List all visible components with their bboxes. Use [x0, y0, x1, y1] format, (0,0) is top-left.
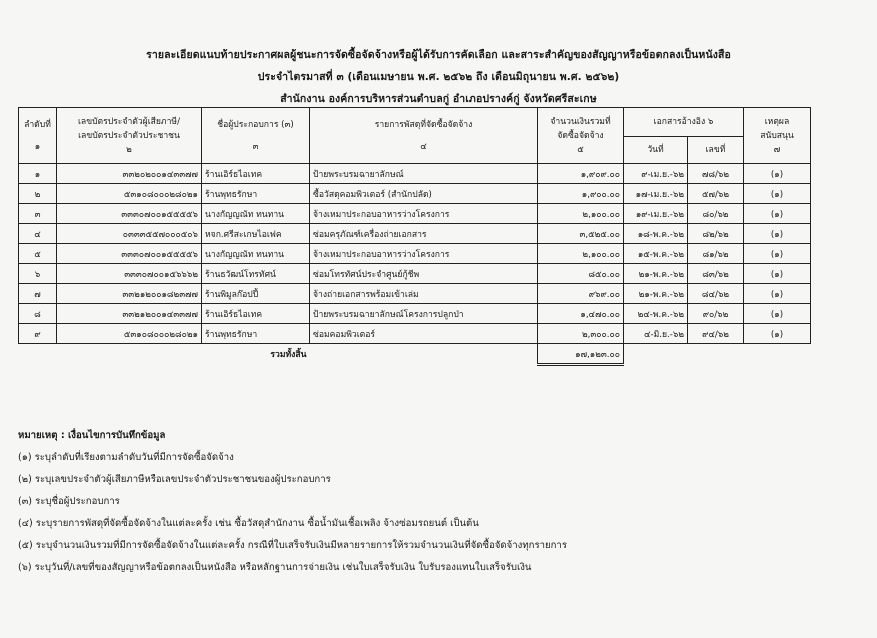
- cell-reason: (๑): [744, 264, 811, 284]
- header-seq-number: ๑: [34, 141, 41, 152]
- header-amount-label: จำนวนเงินรวมที่: [550, 116, 611, 127]
- cell-docno: ๙๐/๖๒: [688, 304, 744, 324]
- total-row: [19, 344, 811, 365]
- cell-docno: ๘๒/๖๒: [688, 224, 744, 244]
- cell-item: จ้างถ่ายเอกสารพร้อมเข้าเล่ม: [310, 284, 538, 304]
- cell-reason: (๑): [744, 224, 811, 244]
- procurement-table: [18, 107, 811, 366]
- cell-reason: (๑): [744, 324, 811, 344]
- cell-amount: ๒,๑๐๐.๐๐: [538, 244, 624, 264]
- header-seq-label: ลำดับที่: [24, 119, 51, 130]
- cell-item: ป้ายพระบรมฉายาลักษณ์โครงการปลูกป่า: [310, 304, 538, 324]
- cell-amount: ๘๕๐.๐๐: [538, 264, 624, 284]
- cell-item: ซ่อมโทรทัศน์ประจำศูนย์กู้ชีพ: [310, 264, 538, 284]
- cell-taxid: ๓๓๓๐๗๐๐๑๕๕๕๕๖: [57, 244, 202, 264]
- header-reason-label-2: สนับสนุน: [760, 130, 794, 141]
- cell-reason: (๑): [744, 284, 811, 304]
- cell-item: ซื้อวัสดุคอมพิวเตอร์ (สำนักปลัด): [310, 184, 538, 204]
- table-row: [19, 224, 811, 244]
- cell-taxid: ๓๓๒๑๒๐๐๑๔๓๓๗๗: [57, 304, 202, 324]
- table-row: [19, 204, 811, 224]
- note-item: (๔) ระบุรายการพัสดุที่จัดซื้อจัดจ้างในแต่ละครั้ง เช่น ซื้อวัสดุสำนักงาน ซื้อน้ำมันเชื้อเพลิง จ้างซ่อมรถยนต์ เป็นต้น: [18, 518, 479, 529]
- cell-date: ๑๕-พ.ค.-๖๒: [624, 244, 688, 264]
- header-taxid-label: เลขบัตรประจำตัวผู้เสียภาษี/: [78, 116, 180, 127]
- table-row: [19, 304, 811, 324]
- header-seq: [19, 108, 57, 164]
- header-item-label: รายการพัสดุที่จัดซื้อจัดจ้าง: [374, 119, 473, 130]
- cell-seq: ๖: [19, 264, 57, 284]
- header-taxid-label-2: เลขบัตรประจำตัวประชาชน: [78, 130, 180, 141]
- cell-date: ๔-มิ.ย.-๖๒: [624, 324, 688, 344]
- cell-seq: ๔: [19, 224, 57, 244]
- cell-vendor: ร้านพุทธรักษา: [202, 184, 310, 204]
- cell-vendor: นางกัญญณัท ทนทาน: [202, 244, 310, 264]
- note-item: (๒) ระบุเลขประจำตัวผู้เสียภาษีหรือเลขประจำตัวประชาชนของผู้ประกอบการ: [18, 474, 331, 485]
- cell-date: ๒๑-พ.ค.-๖๒: [624, 284, 688, 304]
- note-item: (๓) ระบุชื่อผู้ประกอบการ: [18, 496, 120, 507]
- cell-taxid: ๐๓๓๓๕๕๗๐๐๐๕๐๖: [57, 224, 202, 244]
- cell-seq: ๗: [19, 284, 57, 304]
- cell-vendor: ร้านเอิร์ธไอเทค: [202, 304, 310, 324]
- cell-date: ๑๗-เม.ย.-๖๒: [624, 184, 688, 204]
- cell-vendor: ร้านเอิร์ธไอเทค: [202, 164, 310, 184]
- note-item: (๕) ระบุจำนวนเงินรวมที่มีการจัดซื้อจัดจ้างในแต่ละครั้ง กรณีที่ใบเสร็จรับเงินมีหลายรายการให้รวมจำนวนเงินที่จัดซื้อจัดจ้างทุกรายการ: [18, 540, 567, 551]
- note-item: (๑) ระบุลำดับที่เรียงตามลำดับวันที่มีการจัดซื้อจัดจ้าง: [18, 452, 234, 463]
- header-reason: [744, 108, 811, 164]
- header-amount: [538, 108, 624, 164]
- cell-reason: (๑): [744, 244, 811, 264]
- note-item: (๖) ระบุวันที่/เลขที่ของสัญญาหรือข้อตกลงเป็นหนังสือ หรือหลักฐานการจ่ายเงิน เช่นใบเสร็จรับเงิน ใบรับรองแทนใบเสร็จรับเงิน: [18, 562, 532, 573]
- cell-taxid: ๓๓๓๐๗๐๐๑๕๕๕๕๖: [57, 204, 202, 224]
- cell-docno: ๕๗/๖๒: [688, 184, 744, 204]
- cell-taxid: ๕๓๑๐๘๐๐๐๒๘๐๒๑: [57, 324, 202, 344]
- document-period: ประจำไตรมาสที่ ๓ (เดือนเมษายน พ.ศ. ๒๕๖๒ ถึง เดือนมิถุนายน พ.ศ. ๒๕๖๒): [257, 71, 620, 83]
- cell-item: จ้างเหมาประกอบอาหารว่างโครงการ: [310, 244, 538, 264]
- cell-reason: (๑): [744, 164, 811, 184]
- cell-item: ป้ายพระบรมฉายาลักษณ์: [310, 164, 538, 184]
- cell-date: ๒๔-พ.ค.-๖๒: [624, 304, 688, 324]
- header-vendor-label: ชื่อผู้ประกอบการ (๓): [217, 119, 294, 130]
- cell-date: ๒๑-พ.ค.-๖๒: [624, 264, 688, 284]
- cell-docno: ๘๐/๖๒: [688, 204, 744, 224]
- cell-amount: ๒,๓๐๐.๐๐: [538, 324, 624, 344]
- cell-amount: ๒,๑๐๐.๐๐: [538, 204, 624, 224]
- cell-seq: ๓: [19, 204, 57, 224]
- header-vendor: [202, 108, 310, 164]
- cell-taxid: ๓๓๒๐๒๐๐๑๔๓๓๗๗: [57, 164, 202, 184]
- cell-amount: ๓,๕๒๕.๐๐: [538, 224, 624, 244]
- header-amount-label-2: จัดซื้อจัดจ้าง: [557, 130, 604, 141]
- cell-docno: ๘๔/๖๒: [688, 284, 744, 304]
- cell-item: จ้างเหมาประกอบอาหารว่างโครงการ: [310, 204, 538, 224]
- cell-amount: ๙๖๙.๐๐: [538, 284, 624, 304]
- cell-reason: (๑): [744, 304, 811, 324]
- cell-seq: ๙: [19, 324, 57, 344]
- total-label: รวมทั้งสิ้น: [270, 350, 307, 361]
- cell-taxid: ๓๓๒๑๒๐๐๑๘๒๓๗๗: [57, 284, 202, 304]
- header-reason-number: ๗: [773, 144, 781, 155]
- cell-docno: ๘๓/๖๒: [688, 264, 744, 284]
- cell-reason: (๑): [744, 204, 811, 224]
- cell-date: ๙-เม.ย.-๖๒: [624, 164, 688, 184]
- header-date: วันที่: [624, 137, 688, 164]
- cell-seq: ๑: [19, 164, 57, 184]
- cell-vendor: ร้านธวัฒน์โทรทัศน์: [202, 264, 310, 284]
- total-spacer: [19, 344, 57, 365]
- total-spacer: [310, 344, 538, 365]
- cell-item: ซ่อมคอมพิวเตอร์: [310, 324, 538, 344]
- header-item-number: ๔: [420, 141, 427, 152]
- total-spacer: [688, 344, 744, 365]
- header-taxid-number: ๒: [126, 144, 132, 155]
- header-ref: เอกสารอ้างอิง ๖: [624, 108, 744, 137]
- cell-vendor: ร้านพุทธรักษา: [202, 324, 310, 344]
- cell-amount: ๑,๔๗๐.๐๐: [538, 304, 624, 324]
- cell-seq: ๕: [19, 244, 57, 264]
- cell-seq: ๒: [19, 184, 57, 204]
- table-row: [19, 284, 811, 304]
- total-value: ๑๗,๑๒๓.๐๐: [538, 344, 624, 365]
- cell-docno: ๗๘/๖๒: [688, 164, 744, 184]
- table-row: [19, 324, 811, 344]
- total-spacer: [624, 344, 688, 365]
- cell-docno: ๙๔/๖๒: [688, 324, 744, 344]
- table-row: [19, 184, 811, 204]
- header-docno: เลขที่: [688, 137, 744, 164]
- total-spacer: [57, 344, 202, 365]
- total-spacer: [744, 344, 811, 365]
- cell-docno: ๘๑/๖๒: [688, 244, 744, 264]
- table-row: [19, 264, 811, 284]
- notes-heading: หมายเหตุ : เงื่อนไขการบันทึกข้อมูล: [18, 430, 166, 441]
- table-row: [19, 244, 811, 264]
- cell-reason: (๑): [744, 184, 811, 204]
- cell-date: ๑๘-พ.ค.-๖๒: [624, 224, 688, 244]
- cell-taxid: ๕๓๑๐๘๐๐๐๒๘๐๒๑: [57, 184, 202, 204]
- cell-vendor: นางกัญญณัท ทนทาน: [202, 204, 310, 224]
- cell-vendor: หจก.ศรีสะเกษไอเฟค: [202, 224, 310, 244]
- header-taxid: [57, 108, 202, 164]
- notes-section: [18, 425, 567, 579]
- document-agency: สำนักงาน องค์การบริหารส่วนตำบลกู่ อำเภอปรางค์กู่ จังหวัดศรีสะเกษ: [280, 93, 597, 105]
- header-amount-number: ๕: [577, 144, 584, 155]
- cell-vendor: ร้านพิมูลก๊อปปี้: [202, 284, 310, 304]
- header-item: [310, 108, 538, 164]
- cell-seq: ๘: [19, 304, 57, 324]
- table-row: [19, 164, 811, 184]
- cell-date: ๑๙-เม.ย.-๖๒: [624, 204, 688, 224]
- cell-amount: ๑,๙๐๙.๐๐: [538, 164, 624, 184]
- header-vendor-number: ๓: [252, 141, 259, 152]
- document-title: รายละเอียดแนบท้ายประกาศผลผู้ชนะการจัดซื้อจัดจ้างหรือผู้ได้รับการคัดเลือก และสาระสำคัญของสัญญาหรือข้อตกลงเป็นหนังสือ: [146, 49, 731, 61]
- cell-amount: ๑,๙๐๐.๐๐: [538, 184, 624, 204]
- cell-taxid: ๓๓๓๐๗๐๐๑๕๖๖๖๒: [57, 264, 202, 284]
- cell-item: ซ่อมครุภัณฑ์เครื่องถ่ายเอกสาร: [310, 224, 538, 244]
- header-reason-label: เหตุผล: [764, 116, 790, 127]
